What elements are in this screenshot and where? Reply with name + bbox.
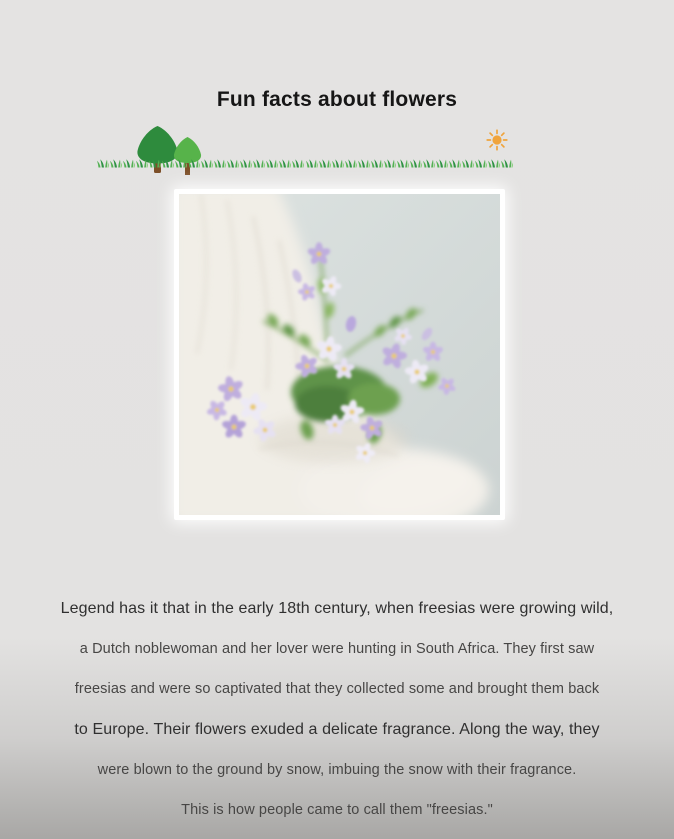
grass-tuft-icon bbox=[371, 155, 383, 168]
grass-tuft-icon bbox=[240, 155, 252, 168]
grass-tuft-icon bbox=[449, 155, 461, 168]
grass-divider bbox=[97, 155, 513, 168]
story-text bbox=[0, 600, 674, 818]
story-line: were blown to the ground by snow, imbuing the snow with their fragrance. bbox=[97, 762, 577, 779]
grass-tuft-icon bbox=[358, 155, 370, 168]
grass-tuft-icon bbox=[175, 155, 187, 168]
grass-tuft-icon bbox=[253, 155, 265, 168]
grass-tuft-icon bbox=[501, 155, 513, 168]
grass-tuft-icon bbox=[410, 155, 422, 168]
sun-icon bbox=[486, 129, 508, 151]
grass-tuft-icon bbox=[188, 155, 200, 168]
grass-tuft-icon bbox=[97, 155, 109, 168]
grass-tuft-icon bbox=[332, 155, 344, 168]
grass-tuft-icon bbox=[384, 155, 396, 168]
grass-tuft-icon bbox=[462, 155, 474, 168]
story-line: freesias and were so captivated that they collected some and brought them back bbox=[74, 681, 600, 698]
story-line: Legend has it that in the early 18th century, when freesias were growing wild, bbox=[60, 600, 614, 617]
grass-tuft-icon bbox=[227, 155, 239, 168]
grass-tuft-icon bbox=[436, 155, 448, 168]
grass-tuft-icon bbox=[475, 155, 487, 168]
story-line: This is how people came to call them "freesias." bbox=[181, 801, 493, 818]
grass-tuft-icon bbox=[488, 155, 500, 168]
grass-tuft-icon bbox=[136, 155, 148, 168]
grass-tuft-icon bbox=[162, 155, 174, 168]
story-line: to Europe. Their flowers exuded a delicate fragrance. Along the way, they bbox=[74, 720, 600, 738]
header-decoration bbox=[0, 118, 674, 176]
grass-tuft-icon bbox=[319, 155, 331, 168]
grass-tuft-icon bbox=[123, 155, 135, 168]
grass-tuft-icon bbox=[292, 155, 304, 168]
grass-tuft-icon bbox=[266, 155, 278, 168]
grass-tuft-icon bbox=[306, 155, 318, 168]
story-line: a Dutch noblewoman and her lover were hunting in South Africa. They first saw bbox=[79, 641, 595, 658]
page-title: Fun facts about flowers bbox=[216, 88, 458, 111]
grass-tuft-icon bbox=[149, 155, 161, 168]
grass-tuft-icon bbox=[279, 155, 291, 168]
freesia-photo bbox=[174, 189, 505, 520]
grass-tuft-icon bbox=[423, 155, 435, 168]
grass-tuft-icon bbox=[345, 155, 357, 168]
grass-tuft-icon bbox=[214, 155, 226, 168]
grass-tuft-icon bbox=[110, 155, 122, 168]
grass-tuft-icon bbox=[397, 155, 409, 168]
grass-tuft-icon bbox=[201, 155, 213, 168]
